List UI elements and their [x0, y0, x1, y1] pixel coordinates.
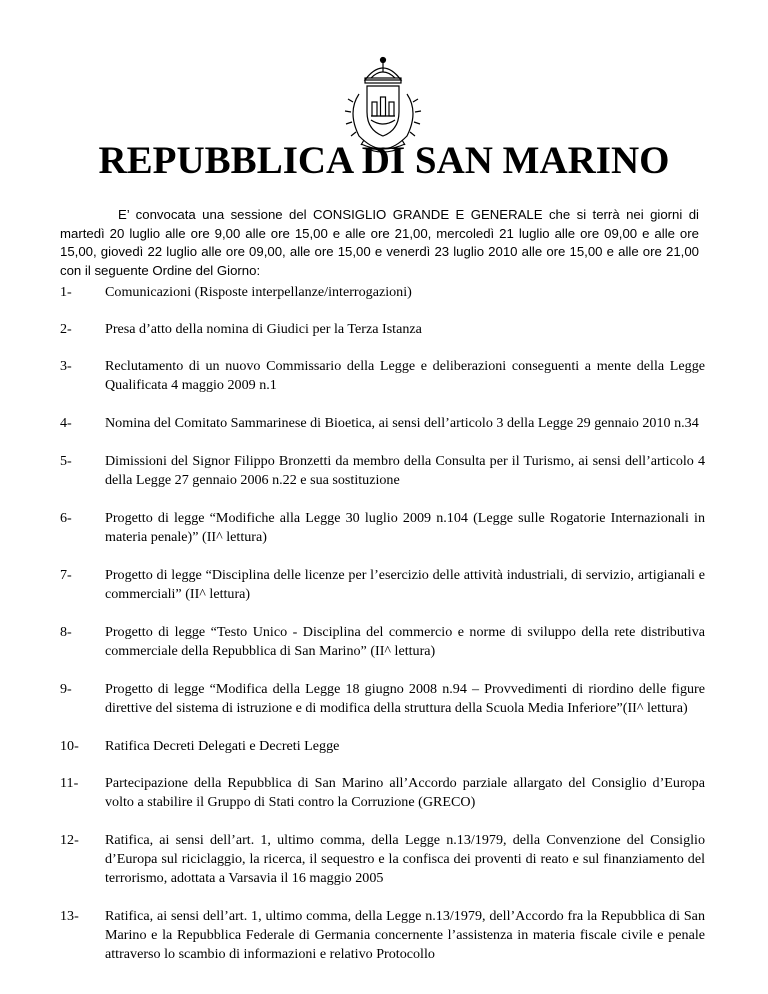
agenda-item-number: 2-: [60, 321, 72, 337]
agenda-item-text: Progetto di legge “Testo Unico - Disciplina del commercio e norme di sviluppo della rete distributiva commerciale della Repubblica di San Marino” (II^ lettura): [105, 624, 705, 659]
agenda-item-text: Partecipazione della Repubblica di San Marino all’Accordo parziale allargato del Consiglio d’Europa volto a stabilire il Gruppo di Stati contro la Corruzione (GRECO): [105, 775, 705, 810]
agenda-item: [60, 452, 705, 490]
agenda-item: [60, 737, 705, 756]
agenda-item: [60, 509, 705, 547]
agenda-item-text: Presa d’atto della nomina di Giudici per la Terza Istanza: [105, 321, 422, 337]
agenda-item: [60, 320, 705, 339]
page-title: REPUBBLICA DI SAN MARINO: [98, 139, 670, 182]
agenda-item-number: 5-: [60, 453, 72, 469]
agenda-item-number: 11-: [60, 775, 79, 791]
agenda-item-text: Progetto di legge “Disciplina delle licenze per l’esercizio delle attività industriali, di servizio, artigianali e commerciali” (II^ lettura): [105, 567, 705, 602]
intro-paragraph: E’ convocata una sessione del CONSIGLIO GRANDE E GENERALE che si terrà nei giorni di martedì 20 luglio alle ore 9,00 alle ore 15,00 e alle ore 21,00, mercoledì 21 luglio alle ore 09,00 e alle ore 15,00, giovedì 22 luglio alle ore 09,00, alle ore 15,00 e venerdì 23 luglio 2010 alle ore 15,00 e alle ore 21,00 con il seguente Ordine del Giorno:: [60, 207, 699, 278]
agenda-item: [60, 357, 705, 395]
agenda-item-number: 1-: [60, 284, 72, 300]
agenda-item-text: Ratifica, ai sensi dell’art. 1, ultimo comma, della Legge n.13/1979, dell’Accordo fra la Repubblica di San Marino e la Repubblica Federale di Germania concernente l’assistenza in materia fiscale civile e penale attraverso lo scambio di informazioni e relativo Protocollo: [105, 908, 705, 962]
agenda-item-number: 13-: [60, 908, 79, 924]
agenda-item: [60, 283, 705, 302]
agenda-item-number: 12-: [60, 832, 79, 848]
agenda-item: [60, 566, 705, 604]
agenda-item-number: 4-: [60, 415, 72, 431]
agenda-item-number: 10-: [60, 738, 79, 754]
agenda-item: [60, 774, 705, 812]
agenda-item-text: Dimissioni del Signor Filippo Bronzetti da membro della Consulta per il Turismo, ai sensi dell’articolo 4 della Legge 27 gennaio 2006 n.22 e sua sostituzione: [105, 453, 705, 488]
agenda-item-number: 3-: [60, 358, 72, 374]
agenda-item: [60, 831, 705, 888]
agenda-item-text: Reclutamento di un nuovo Commissario della Legge e deliberazioni conseguenti a mente della Legge Qualificata 4 maggio 2009 n.1: [105, 358, 705, 393]
agenda-item: [60, 907, 705, 964]
agenda-item-text: Ratifica Decreti Delegati e Decreti Legge: [105, 738, 340, 754]
agenda-list: [60, 283, 705, 964]
agenda-item: [60, 680, 705, 718]
agenda-item-text: Ratifica, ai sensi dell’art. 1, ultimo comma, della Legge n.13/1979, della Convenzione del Consiglio d’Europa sul riciclaggio, la ricerca, il sequestro e la confisca dei proventi di reato e sul finanziamento del terrorismo, adottata a Varsavia il 16 maggio 2005: [105, 832, 705, 886]
agenda-item-text: Nomina del Comitato Sammarinese di Bioetica, ai sensi dell’articolo 3 della Legge 29 gennaio 2010 n.34: [105, 415, 699, 431]
agenda-item-text: Progetto di legge “Modifiche alla Legge 30 luglio 2009 n.104 (Legge sulle Rogatorie Internazionali in materia penale)” (II^ lettura): [105, 510, 705, 545]
agenda-item: [60, 414, 705, 433]
agenda-item-number: 9-: [60, 681, 72, 697]
agenda-item-number: 8-: [60, 624, 72, 640]
agenda-item-number: 7-: [60, 567, 72, 583]
agenda-item-number: 6-: [60, 510, 72, 526]
agenda-item: [60, 623, 705, 661]
agenda-item-text: Progetto di legge “Modifica della Legge 18 giugno 2008 n.94 – Provvedimenti di riordino delle figure direttive del sistema di istruzione e di modifica della struttura della Scuola Media Inferiore”(II^ lettura): [105, 681, 705, 716]
agenda-item-text: Comunicazioni (Risposte interpellanze/interrogazioni): [105, 284, 412, 300]
